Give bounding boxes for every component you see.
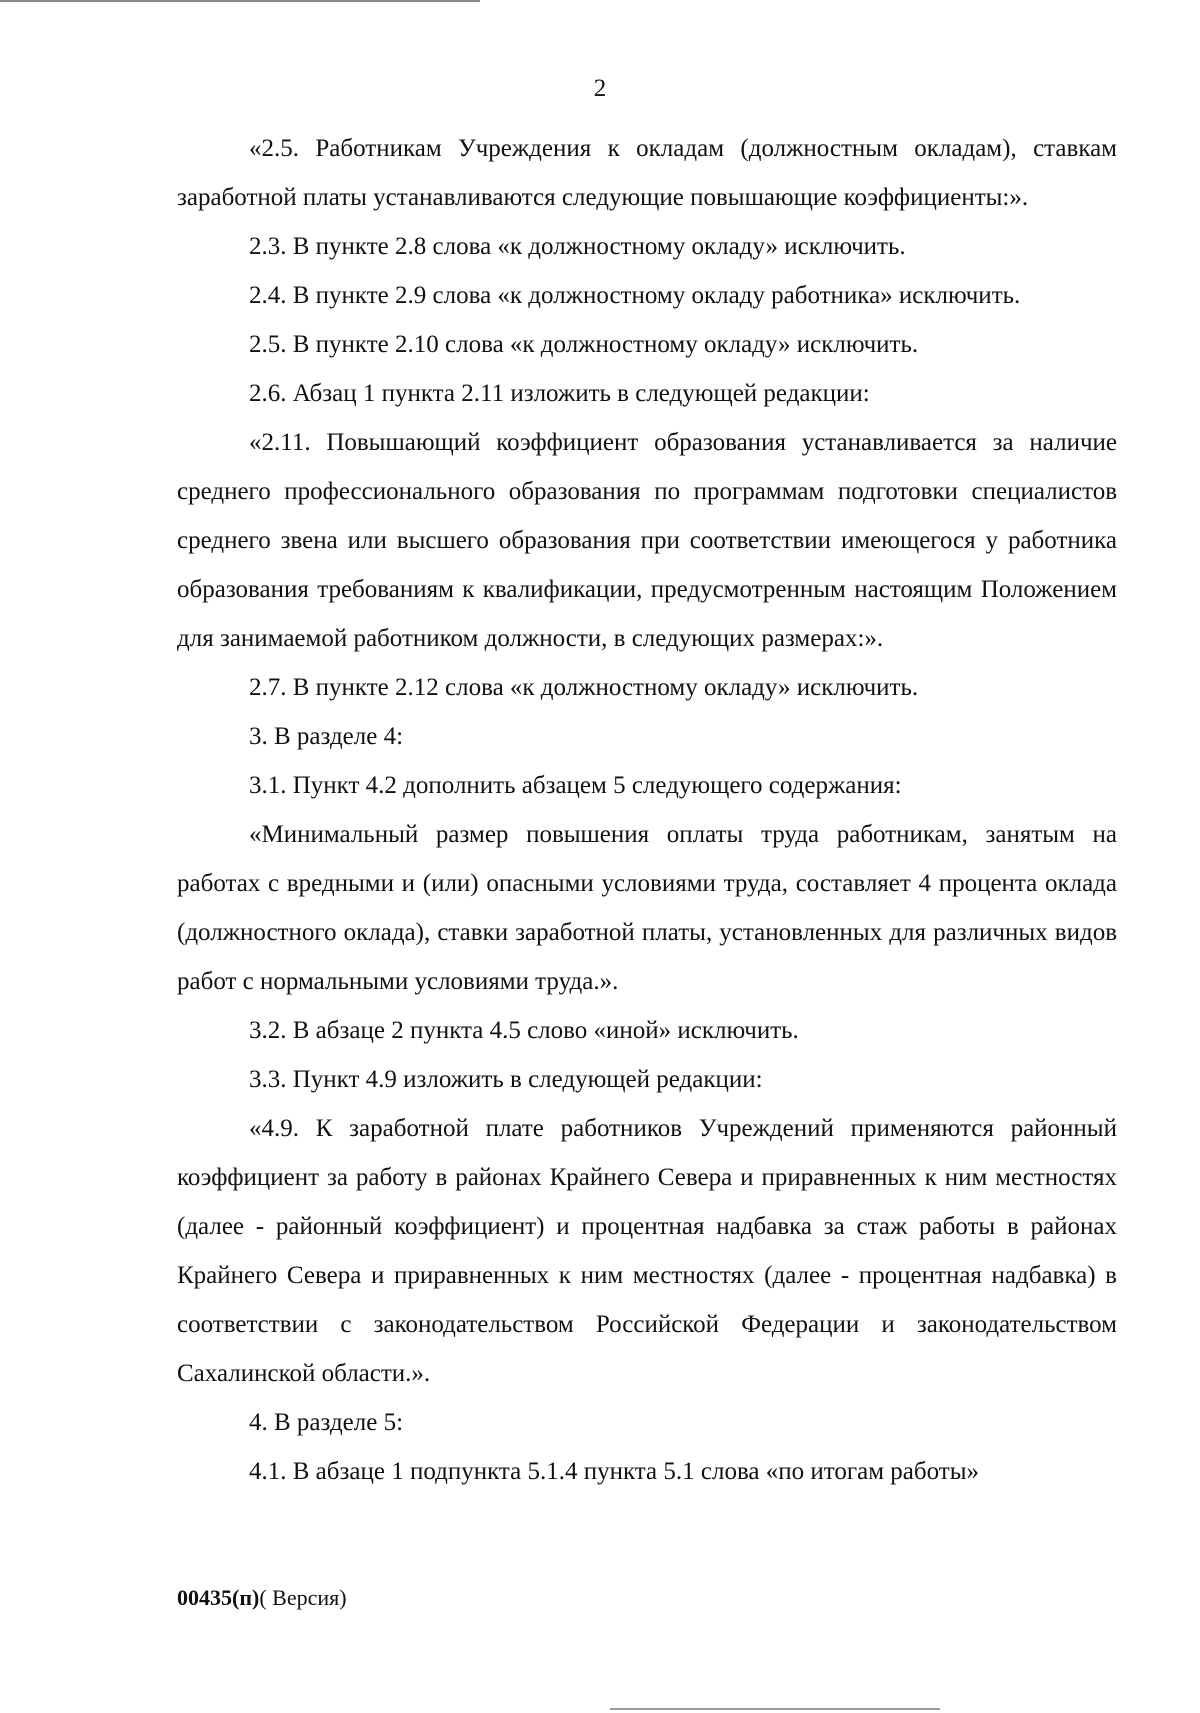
paragraph: «2.11. Повышающий коэффициент образования устанавливается за наличие среднего профессионального образования по программам подготовки специалистов среднего звена или высшего образования при соответствии имеющегося у работника образования требованиям к квалификации, предусмотренным настоящим Положением для занимаемой работником должности, в следующих размерах:». <box>177 429 1117 652</box>
paragraph: 3.1. Пункт 4.2 дополнить абзацем 5 следующего содержания: <box>249 772 902 799</box>
paragraph: 2.7. В пункте 2.12 слова «к должностному окладу» исключить. <box>249 674 919 701</box>
paragraph: 3.3. Пункт 4.9 изложить в следующей редакции: <box>249 1066 763 1093</box>
paragraph: 2.6. Абзац 1 пункта 2.11 изложить в следующей редакции: <box>249 380 870 407</box>
paragraph: 2.4. В пункте 2.9 слова «к должностному окладу работника» исключить. <box>249 282 1021 309</box>
paragraph: «4.9. К заработной плате работников Учреждений применяются районный коэффициент за работу в районах Крайнего Севера и приравненных к ним местностях (далее - районный коэффициент) и процентная надбавка за стаж работы в районах Крайнего Севера и приравненных к ним местностях (далее - процентная надбавка) в соответствии с законодательством Российской Федерации и законодательством Сахалинской области.». <box>177 1115 1117 1387</box>
document-version: ( Версия) <box>259 1585 347 1610</box>
document-body <box>177 124 1117 1496</box>
page-number: 2 <box>593 75 607 102</box>
paragraph: 4.1. В абзаце 1 подпункта 5.1.4 пункта 5.1 слова «по итогам работы» <box>249 1458 979 1485</box>
scan-edge-line-bottom <box>610 1708 940 1710</box>
document-code: 00435(п) <box>177 1585 260 1610</box>
scan-edge-line-top <box>0 0 480 2</box>
paragraph: 3.2. В абзаце 2 пункта 4.5 слово «иной» исключить. <box>249 1017 799 1044</box>
paragraph: «Минимальный размер повышения оплаты труда работникам, занятым на работах с вредными и (или) опасными условиями труда, составляет 4 процента оклада (должностного оклада), ставки заработной платы, установленных для различных видов работ с нормальными условиями труда.». <box>177 821 1117 995</box>
paragraph: 2.3. В пункте 2.8 слова «к должностному окладу» исключить. <box>249 233 906 260</box>
paragraph: «2.5. Работникам Учреждения к окладам (должностным окладам), ставкам заработной платы устанавливаются следующие повышающие коэффициенты:». <box>177 135 1117 211</box>
paragraph: 3. В разделе 4: <box>249 723 404 750</box>
document-footer <box>177 1583 347 1613</box>
paragraph: 2.5. В пункте 2.10 слова «к должностному окладу» исключить. <box>249 331 919 358</box>
paragraph: 4. В разделе 5: <box>249 1409 404 1436</box>
